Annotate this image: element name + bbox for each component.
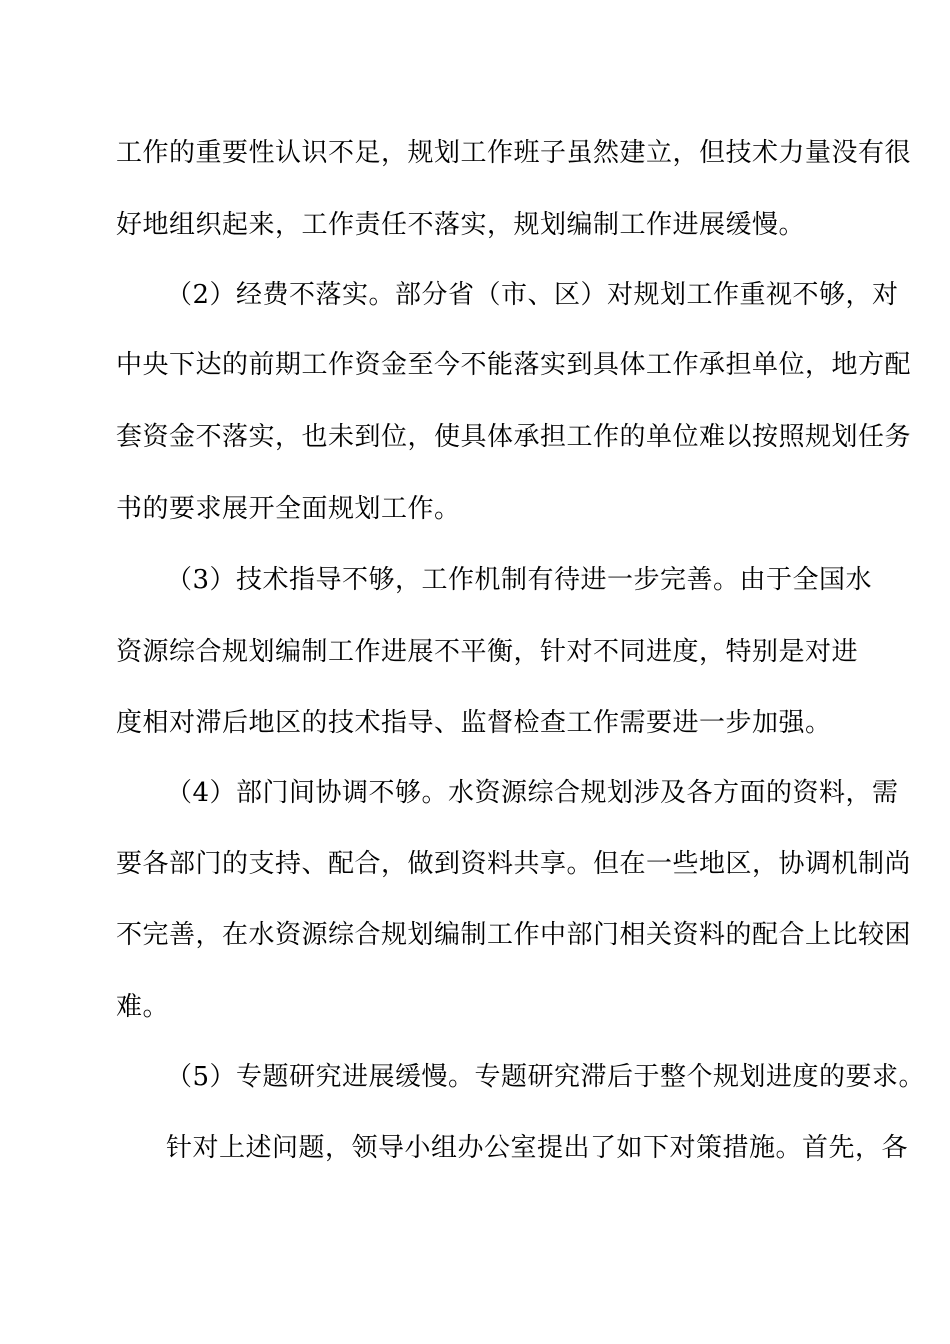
text-line: （5）专题研究进展缓慢。专题研究滞后于整个规划进度的要求。 <box>166 1062 926 1092</box>
text-line: （3）技术指导不够，工作机制有待进一步完善。由于全国水 <box>166 565 873 595</box>
text-line: （2）经费不落实。部分省（市、区）对规划工作重视不够，对 <box>166 280 899 310</box>
text-line: 资源综合规划编制工作进展不平衡，针对不同进度，特别是对进 <box>116 637 859 667</box>
text-line: 度相对滞后地区的技术指导、监督检查工作需要进一步加强。 <box>116 708 832 738</box>
text-line: 要各部门的支持、配合，做到资料共享。但在一些地区，协调机制尚 <box>116 849 912 879</box>
text-line: 针对上述问题，领导小组办公室提出了如下对策措施。首先，各 <box>166 1133 909 1163</box>
text-line: 难。 <box>116 992 170 1022</box>
text-line: 工作的重要性认识不足，规划工作班子虽然建立，但技术力量没有很 <box>116 138 912 168</box>
text-line: 好地组织起来，工作责任不落实，规划编制工作进展缓慢。 <box>116 210 806 240</box>
text-line: 不完善，在水资源综合规划编制工作中部门相关资料的配合上比较困 <box>116 920 912 950</box>
text-line: 中央下达的前期工作资金至今不能落实到具体工作承担单位，地方配 <box>116 350 912 380</box>
text-line: 书的要求展开全面规划工作。 <box>116 494 461 524</box>
text-line: （4）部门间协调不够。水资源综合规划涉及各方面的资料，需 <box>166 778 899 808</box>
text-line: 套资金不落实，也未到位，使具体承担工作的单位难以按照规划任务 <box>116 422 912 452</box>
